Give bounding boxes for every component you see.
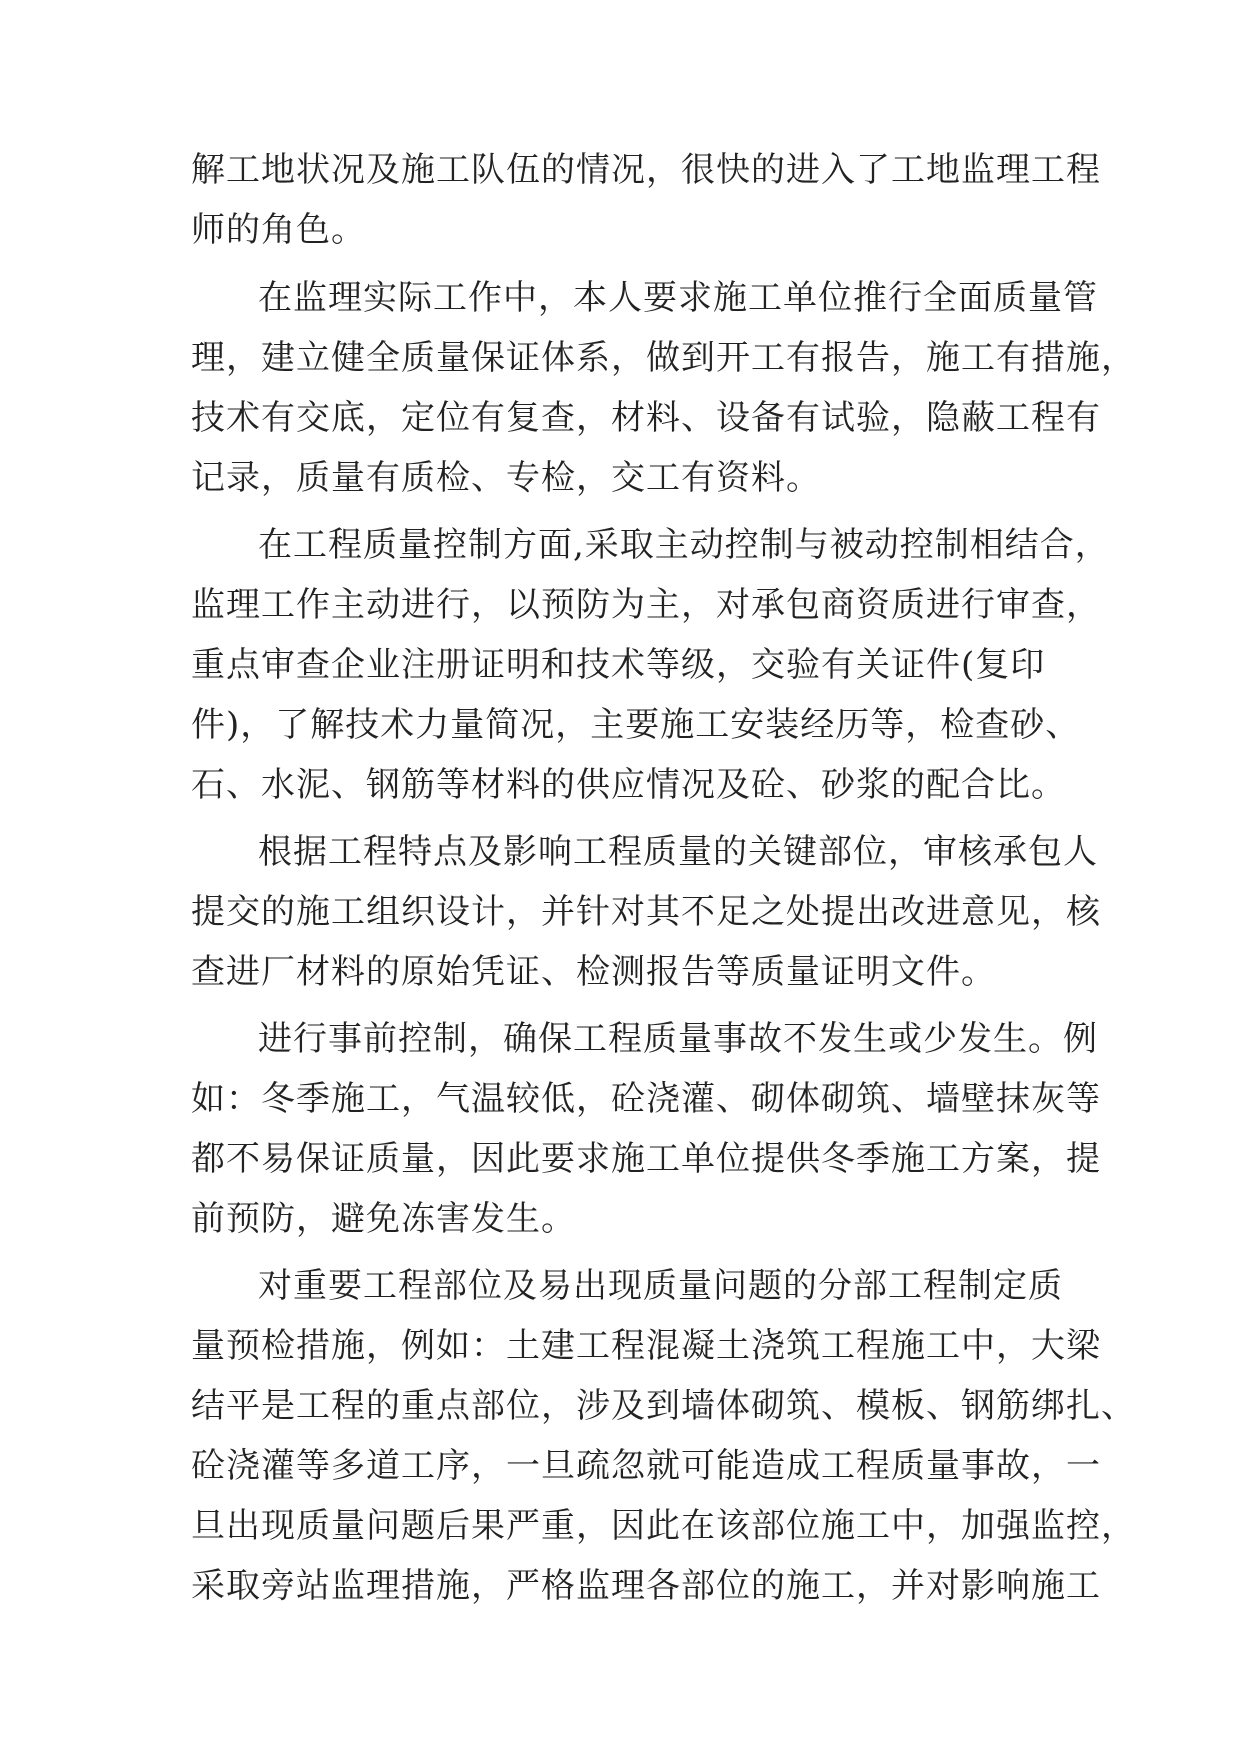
text-line: 监理工作主动进行，以预防为主，对承包商资质进行审查，	[191, 585, 1101, 625]
text-line: 旦出现质量问题后果严重，因此在该部位施工中，加强监控，	[191, 1506, 1136, 1546]
paragraph-first-line: 在工程质量控制方面,采取主动控制与被动控制相结合，	[258, 525, 1110, 565]
text-line: 砼浇灌等多道工序，一旦疏忽就可能造成工程质量事故，一	[191, 1446, 1101, 1486]
text-line: 查进厂材料的原始凭证、检测报告等质量证明文件。	[191, 952, 996, 992]
text-line: 师的角色。	[191, 210, 366, 250]
text-line: 石、水泥、钢筋等材料的供应情况及砼、砂浆的配合比。	[191, 765, 1066, 805]
paragraph-first-line: 进行事前控制，确保工程质量事故不发生或少发生。例	[258, 1019, 1098, 1059]
text-line: 前预防，避免冻害发生。	[191, 1199, 576, 1239]
text-line: 采取旁站监理措施，严格监理各部位的施工，并对影响施工	[191, 1566, 1101, 1606]
text-line: 理，建立健全质量保证体系，做到开工有报告，施工有措施，	[191, 338, 1136, 378]
text-line: 都不易保证质量，因此要求施工单位提供冬季施工方案，提	[191, 1139, 1101, 1179]
text-line: 如：冬季施工，气温较低，砼浇灌、砌体砌筑、墙壁抹灰等	[191, 1079, 1101, 1119]
text-line: 提交的施工组织设计，并针对其不足之处提出改进意见，核	[191, 892, 1101, 932]
text-line: 量预检措施，例如：土建工程混凝土浇筑工程施工中，大梁	[191, 1326, 1101, 1366]
paragraph-first-line: 根据工程特点及影响工程质量的关键部位，审核承包人	[258, 832, 1098, 872]
text-line: 技术有交底，定位有复查，材料、设备有试验，隐蔽工程有	[191, 398, 1101, 438]
text-line: 解工地状况及施工队伍的情况，很快的进入了工地监理工程	[191, 150, 1101, 190]
text-line: 件)，了解技术力量简况，主要施工安装经历等，检查砂、	[191, 705, 1081, 745]
text-line: 记录，质量有质检、专检，交工有资料。	[191, 458, 821, 498]
paragraph-first-line: 对重要工程部位及易出现质量问题的分部工程制定质	[258, 1266, 1063, 1306]
text-line: 结平是工程的重点部位，涉及到墙体砌筑、模板、钢筋绑扎、	[191, 1386, 1136, 1426]
paragraph-first-line: 在监理实际工作中，本人要求施工单位推行全面质量管	[258, 278, 1098, 318]
text-line: 重点审查企业注册证明和技术等级，交验有关证件(复印	[191, 645, 1046, 685]
